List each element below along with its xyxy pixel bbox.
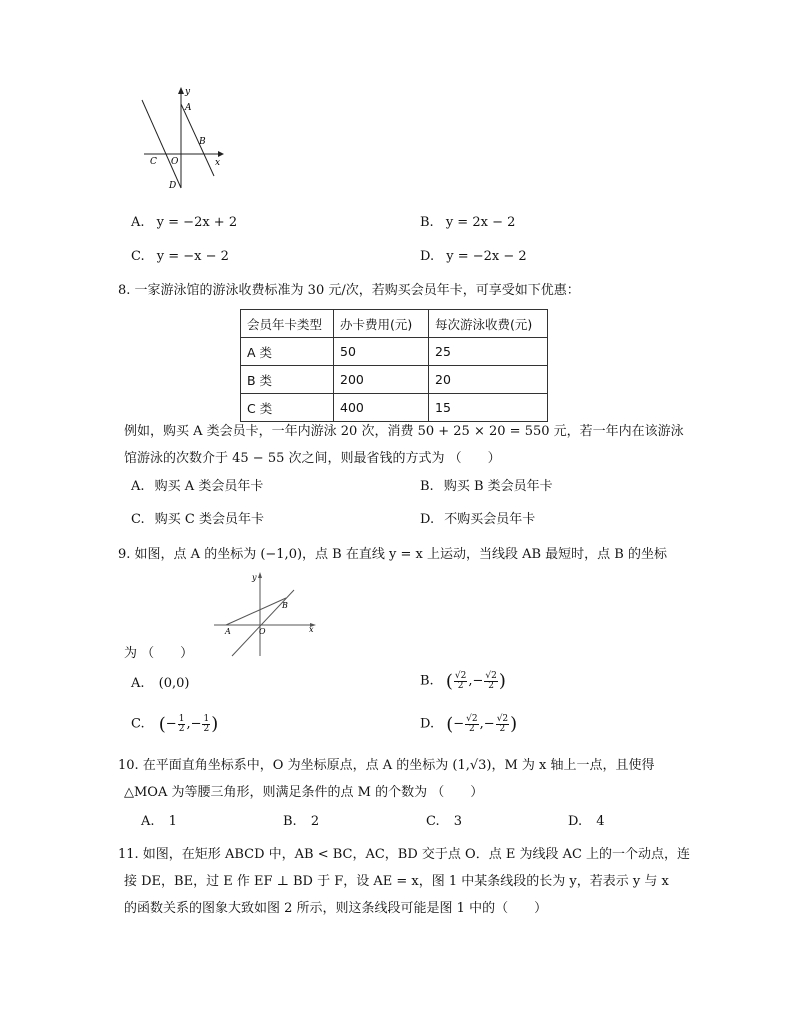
- fraction-one-half: [178, 715, 186, 734]
- table-cell: 400: [334, 394, 429, 422]
- q9-option-b[interactable]: [420, 672, 506, 691]
- minus-sign: −: [453, 716, 465, 732]
- q10-text-line2: △MOA 为等腰三角形，则满足条件的点 M 的个数为 （ ）: [124, 785, 484, 800]
- q9-option-a[interactable]: [131, 676, 190, 692]
- q8-option-d-text: 不购买会员年卡: [444, 512, 536, 527]
- q11-text-line1: 11. 如图，在矩形 ABCD 中，AB < BC，AC，BD 交于点 O．点 E 为线段 AC 上的一个动点，连: [118, 847, 691, 862]
- q10-option-c-text: 3: [453, 814, 463, 829]
- table-row: [241, 366, 548, 394]
- q8-option-a[interactable]: [131, 479, 263, 495]
- q11-text-line2: 接 DE，BE，过 E 作 EF ⊥ BD 于 F，设 AE = x，图 1 中某条线段的长为 y，若表示 y 与 x: [124, 874, 669, 889]
- table-cell: 50: [334, 338, 429, 366]
- right-paren: ): [211, 713, 219, 735]
- q10-option-b-letter: B.: [283, 814, 297, 829]
- q7-option-a[interactable]: [131, 215, 237, 231]
- q9-label-O: O: [259, 627, 266, 636]
- q7-option-b-text: y = 2x − 2: [445, 215, 516, 230]
- q10-option-a-letter: A.: [141, 814, 155, 829]
- fraction-numerator: √2: [496, 714, 509, 724]
- q7-label-B: B: [199, 137, 206, 147]
- table-row: [241, 394, 548, 422]
- fraction-denominator: 2: [499, 724, 506, 734]
- table-header-cell: 办卡费用(元): [334, 310, 429, 338]
- q10-option-c[interactable]: [426, 814, 462, 830]
- q9-option-d-letter: D.: [420, 716, 435, 732]
- table-cell: 200: [334, 366, 429, 394]
- fraction-one-half: [202, 715, 210, 734]
- fraction-denominator: 2: [488, 681, 494, 691]
- q7-label-A: A: [185, 103, 192, 113]
- q9-figure: [212, 568, 322, 660]
- fraction-numerator: √2: [485, 671, 497, 681]
- fraction-numerator: 1: [203, 714, 210, 724]
- q9-tail: 为 （ ）: [124, 646, 194, 661]
- q8-option-c[interactable]: [131, 512, 264, 528]
- table-header-cell: 会员年卡类型: [241, 310, 334, 338]
- comma: ,: [468, 673, 473, 689]
- q9-label-A: A: [225, 627, 231, 636]
- left-paren: (: [446, 713, 454, 735]
- q7-option-c-text: y = −x − 2: [156, 249, 229, 264]
- q9-option-c[interactable]: [131, 715, 218, 734]
- left-paren: (: [158, 713, 166, 735]
- q10-option-c-letter: C.: [426, 814, 440, 829]
- table-cell: 25: [429, 338, 548, 366]
- minus-sign: −: [165, 716, 177, 732]
- fraction-numerator: 1: [178, 714, 185, 724]
- fraction-numerator: √2: [466, 714, 478, 724]
- q8-option-b-text: 购买 B 类会员年卡: [443, 479, 553, 494]
- q8-option-a-text: 购买 A 类会员年卡: [154, 479, 264, 494]
- fraction-sqrt2-over-2: [465, 715, 478, 734]
- q10-option-a-text: 1: [168, 814, 177, 829]
- table-cell: C 类: [241, 394, 334, 422]
- minus-sign: −: [472, 673, 484, 689]
- fraction-denominator: 2: [203, 724, 210, 734]
- q8-stem: 8. 一家游泳馆的游泳收费标准为 30 元/次，若购买会员年卡，可享受如下优惠：: [118, 283, 580, 298]
- q7-option-d-letter: D.: [420, 249, 435, 264]
- q9-option-d[interactable]: [420, 715, 517, 734]
- comma: ,: [186, 716, 191, 732]
- fraction-sqrt2-over-2: [454, 672, 467, 691]
- q8-option-b[interactable]: [420, 479, 553, 495]
- q8-option-c-text: 购买 C 类会员年卡: [154, 512, 264, 527]
- fraction-sqrt2-over-2: [496, 715, 509, 734]
- q10-option-b-text: 2: [310, 814, 320, 829]
- q8-option-a-letter: A.: [131, 479, 145, 494]
- q7-label-O: O: [171, 157, 179, 167]
- q8-option-d[interactable]: [420, 512, 535, 528]
- q7-label-x: x: [215, 158, 221, 168]
- q7-label-D: D: [169, 181, 177, 191]
- fraction-denominator: 2: [178, 724, 185, 734]
- table-cell: B 类: [241, 366, 334, 394]
- q7-option-b-letter: B.: [420, 215, 434, 230]
- table-cell: 15: [429, 394, 548, 422]
- q9-stem: 9. 如图，点 A 的坐标为 (−1,0)，点 B 在直线 y = x 上运动，当线段 AB 最短时，点 B 的坐标: [118, 547, 667, 562]
- q8-text-line2: 馆游泳的次数介于 45 − 55 次之间，则最省钱的方式为 （ ）: [124, 451, 501, 466]
- q8-option-b-letter: B.: [420, 479, 434, 494]
- q7-option-b[interactable]: [420, 215, 515, 231]
- q9-label-B: B: [282, 601, 288, 610]
- q9-option-c-letter: C.: [131, 716, 145, 732]
- minus-sign: −: [483, 716, 495, 732]
- right-paren: ): [510, 713, 518, 735]
- q9-label-y: y: [252, 573, 257, 582]
- q7-option-d-text: y = −2x − 2: [446, 249, 527, 264]
- q8-text-line1: 例如，购买 A 类会员卡，一年内游泳 20 次，消费 50 + 25 × 20 = 550 元，若一年内在该游泳: [124, 424, 684, 439]
- q8-option-d-letter: D.: [420, 512, 435, 527]
- table-cell: A 类: [241, 338, 334, 366]
- left-paren: (: [445, 670, 453, 692]
- q7-label-C: C: [150, 157, 157, 167]
- q10-option-d[interactable]: [568, 814, 605, 830]
- q8-fee-table: [240, 309, 548, 422]
- q9-option-a-letter: A.: [131, 676, 145, 691]
- q10-text-line1: 10. 在平面直角坐标系中，O 为坐标原点，点 A 的坐标为 (1,√3)，M 为 x 轴上一点，且使得: [118, 758, 655, 773]
- q7-label-y: y: [185, 87, 191, 97]
- right-paren: ): [498, 670, 506, 692]
- fraction-numerator: √2: [454, 671, 467, 681]
- q9-label-x: x: [309, 625, 314, 634]
- q7-option-c-letter: C.: [131, 249, 145, 264]
- q8-option-c-letter: C.: [131, 512, 145, 527]
- table-header-cell: 每次游泳收费(元): [429, 310, 548, 338]
- table-row: [241, 338, 548, 366]
- q7-option-d[interactable]: [420, 249, 527, 265]
- q10-option-a[interactable]: [141, 814, 177, 830]
- comma: ,: [479, 716, 484, 732]
- q9-option-a-text: (0,0): [158, 676, 190, 691]
- q9-option-b-letter: B.: [420, 673, 434, 689]
- q11-text-line3: 的函数关系的图象大致如图 2 所示，则这条线段可能是图 1 中的（ ）: [124, 901, 548, 916]
- q7-option-a-letter: A.: [131, 215, 145, 230]
- q7-option-c[interactable]: [131, 249, 229, 265]
- q10-option-b[interactable]: [283, 814, 319, 830]
- minus-sign: −: [190, 716, 202, 732]
- q7-figure: [140, 84, 230, 194]
- q7-option-a-text: y = −2x + 2: [156, 215, 238, 230]
- fraction-sqrt2-over-2: [484, 672, 497, 691]
- table-cell: 20: [429, 366, 548, 394]
- table-header-row: [241, 310, 548, 338]
- fraction-denominator: 2: [469, 724, 475, 734]
- fraction-denominator: 2: [457, 681, 464, 691]
- q10-option-d-letter: D.: [568, 814, 583, 829]
- q10-option-d-text: 4: [596, 814, 605, 829]
